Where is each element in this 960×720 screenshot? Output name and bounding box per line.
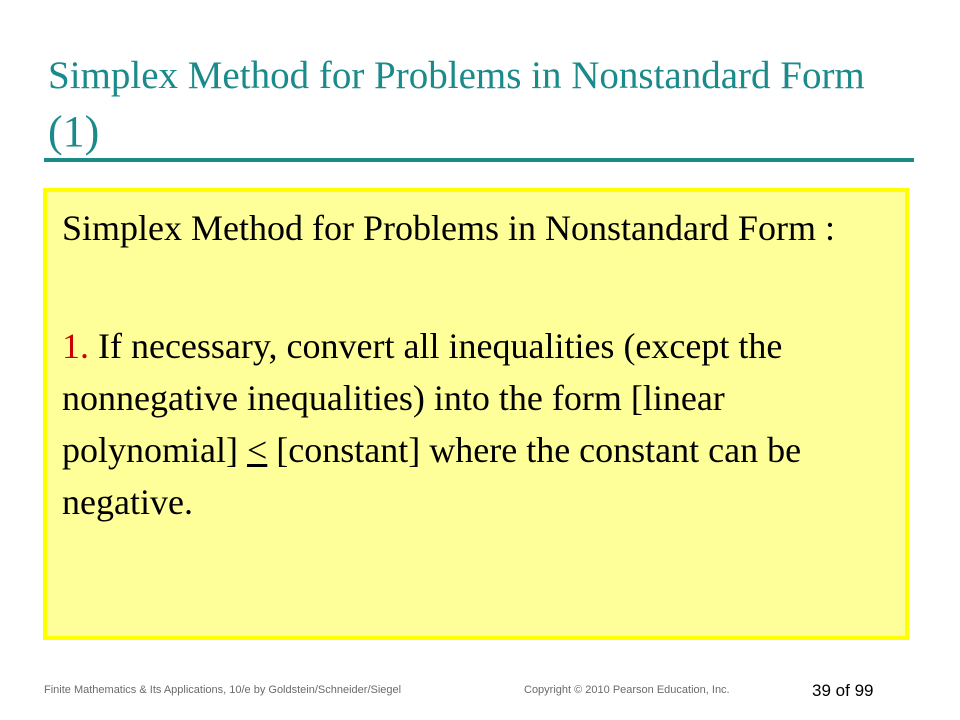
page-total: 99 [854,681,874,700]
page-of: of [835,681,850,700]
step-number: 1. [62,326,89,366]
slide-title-text: Simplex Method for Problems in Nonstandard Form [48,54,865,97]
page-number [812,681,874,701]
slide-title [48,48,908,162]
title-divider [44,158,914,162]
page-current: 39 [812,681,831,700]
less-equal-symbol: < [246,430,268,470]
content-box [43,188,909,640]
footer-book-credit: Finite Mathematics & Its Applications, 10/e by Goldstein/Schneider/Siegel [44,684,402,696]
step-1 [62,320,902,528]
step-text-before: If necessary, convert all inequalities (except the nonnegative inequalities) into the form [linear polynomial] [62,326,783,470]
footer-copyright: Copyright © 2010 Pearson Education, Inc. [524,684,730,696]
step-text-after: [constant] where the constant can be negative. [62,430,802,522]
box-heading: Simplex Method for Problems in Nonstandard Form : [62,208,835,248]
slide-title-number: (1) [48,107,100,156]
